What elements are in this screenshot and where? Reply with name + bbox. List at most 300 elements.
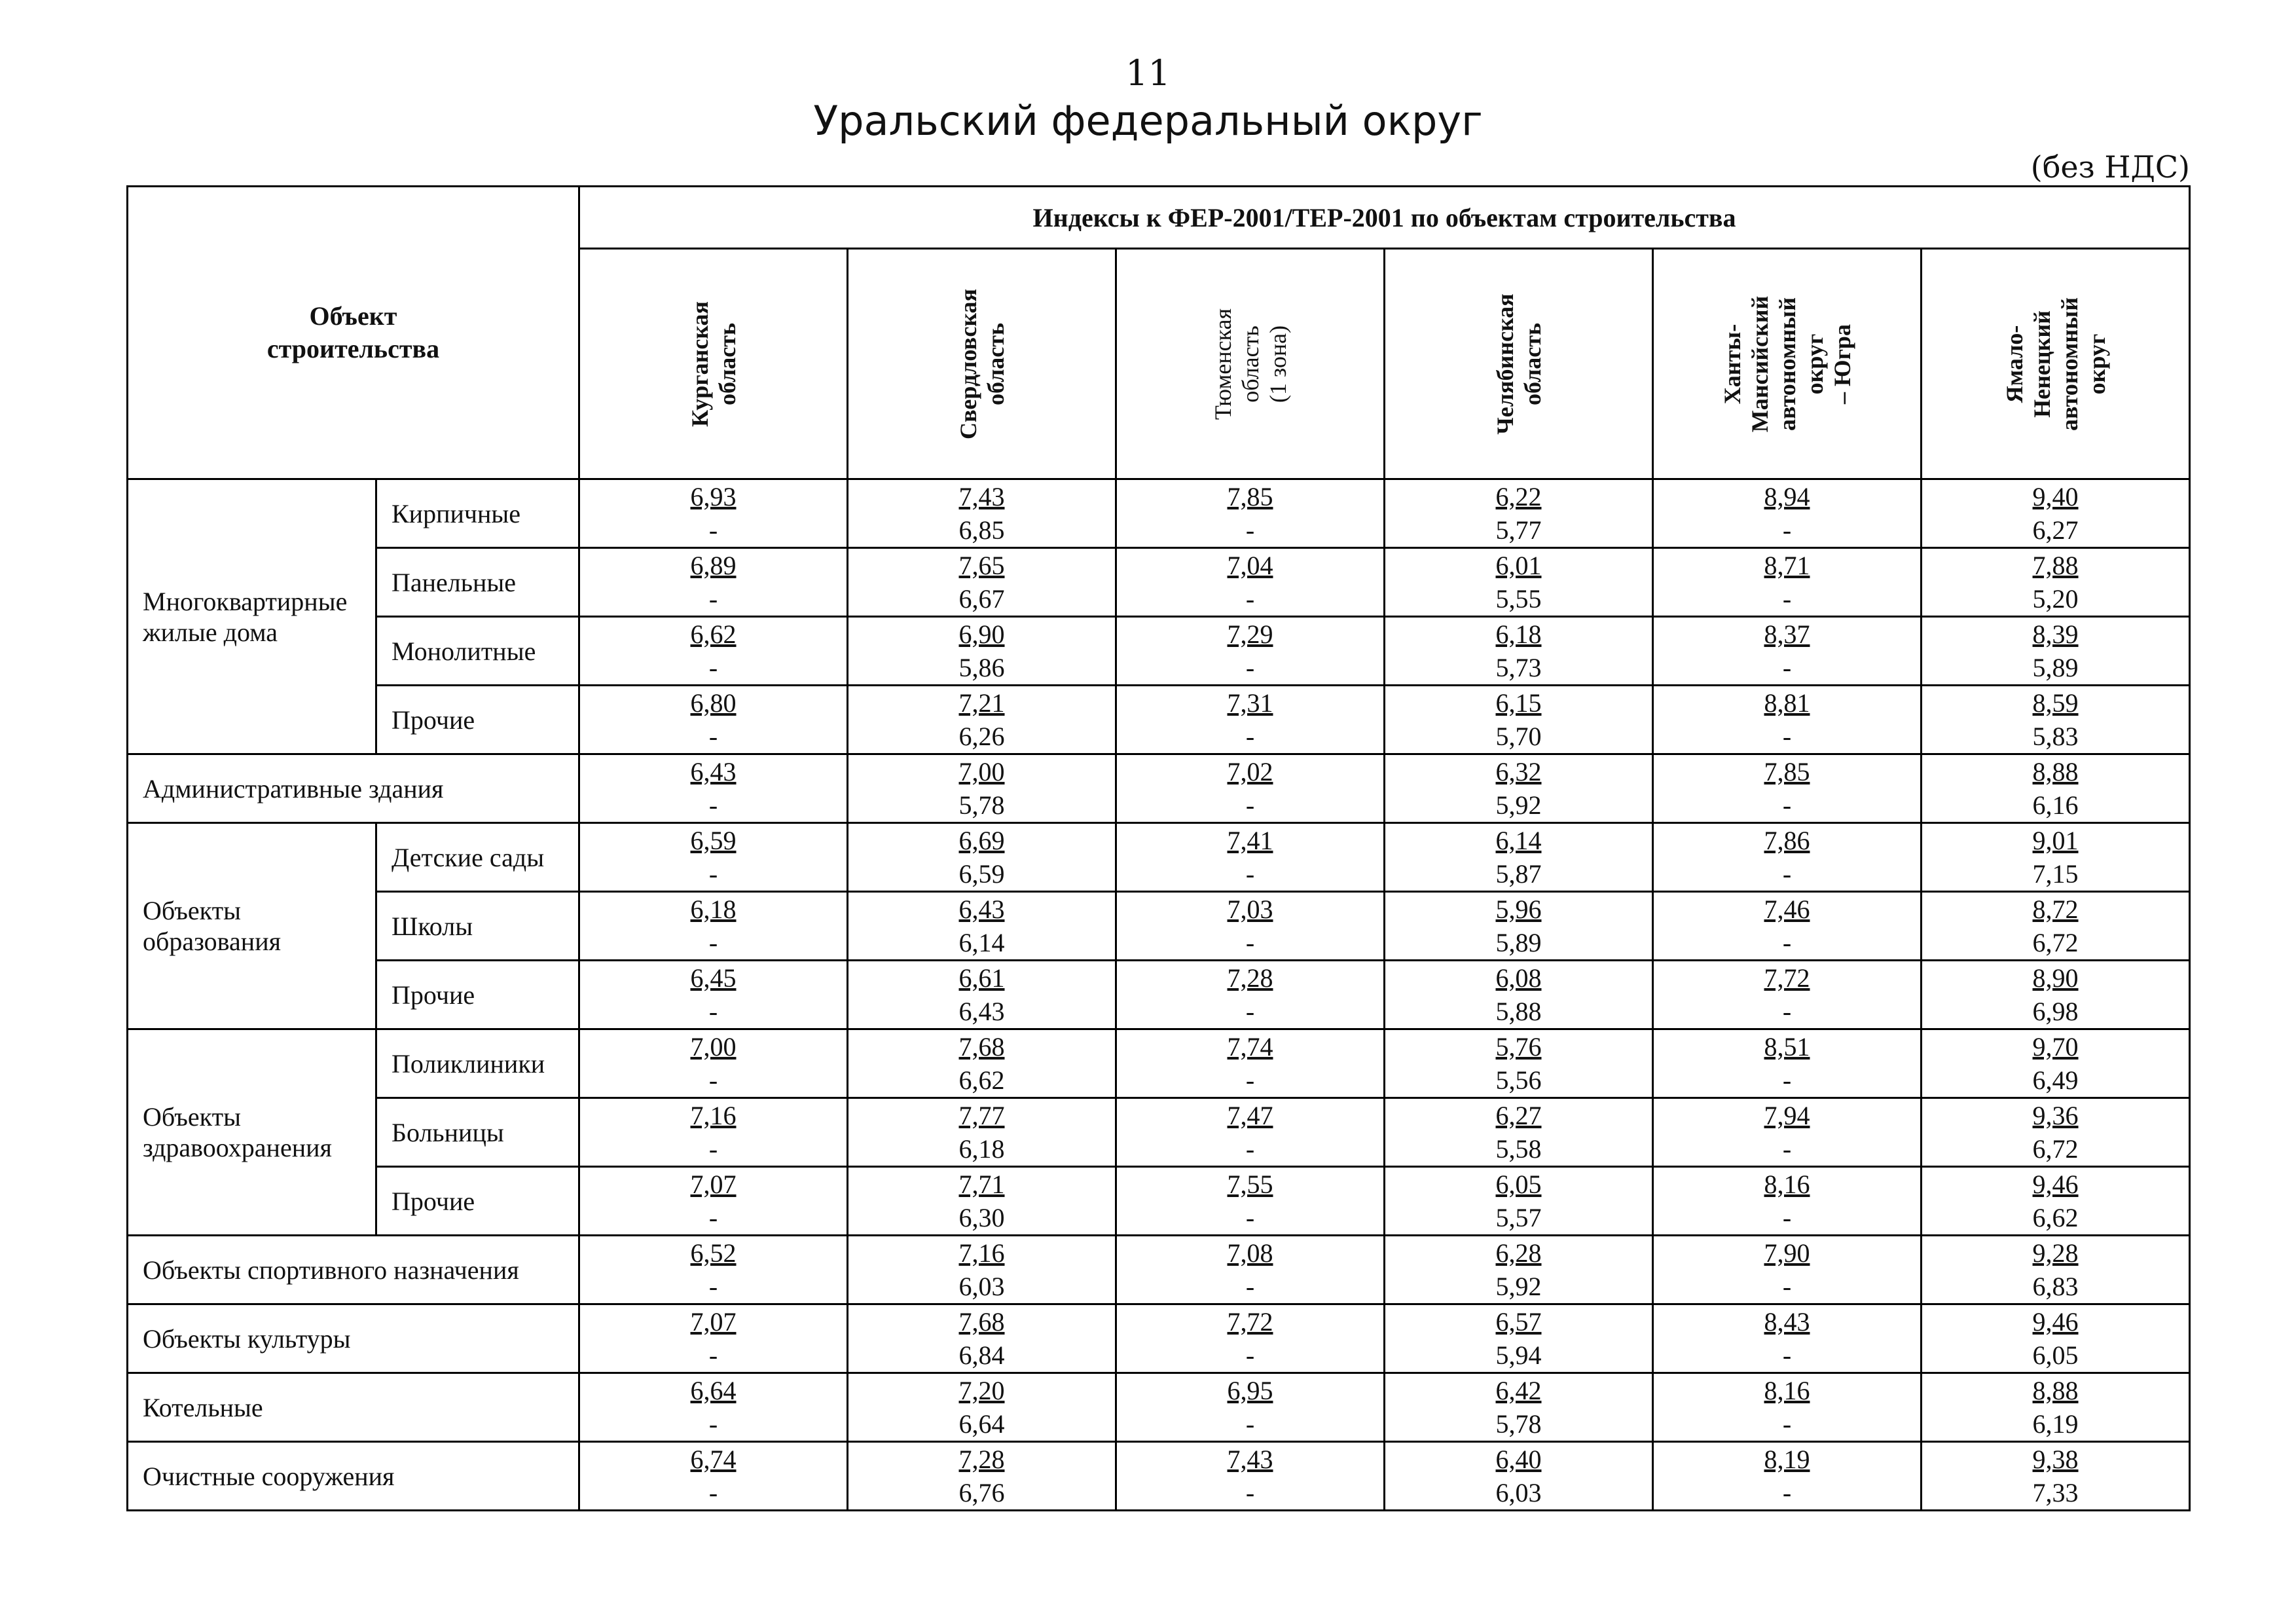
index-value: 6,18: [690, 895, 737, 924]
index-value-secondary: -: [708, 1409, 718, 1439]
index-table: [126, 185, 2191, 1511]
value-cell: [848, 686, 1116, 754]
value-cell: [1922, 686, 2190, 754]
index-value-secondary: -: [708, 928, 718, 957]
index-value-secondary: 6,05: [2032, 1340, 2079, 1370]
value-cell: [579, 961, 848, 1029]
index-value: 8,37: [1764, 619, 1810, 649]
value-cell: [579, 892, 848, 961]
index-value: 6,05: [1495, 1170, 1542, 1199]
index-value: 7,55: [1227, 1170, 1273, 1199]
index-value: 7,03: [1227, 895, 1273, 924]
value-cell: [1653, 548, 1922, 617]
index-value-secondary: -: [708, 997, 718, 1026]
region-label: Ханты-Мансийский автономный округ – Югра: [1719, 295, 1855, 432]
index-value: 6,52: [690, 1238, 737, 1268]
index-value: 8,59: [2032, 688, 2079, 718]
region-header-kurgan: [579, 249, 848, 479]
index-value: 7,16: [690, 1101, 737, 1130]
value-cell: [1116, 754, 1385, 823]
index-value-secondary: -: [708, 1203, 718, 1232]
index-value-secondary: -: [708, 859, 718, 889]
value-cell: [1922, 892, 2190, 961]
value-cell: [579, 1304, 848, 1373]
index-value: 7,65: [958, 551, 1005, 580]
index-value-secondary: 5,83: [2032, 722, 2079, 751]
value-cell: [1653, 479, 1922, 548]
index-value-secondary: -: [708, 1340, 718, 1370]
page-number: 11: [1125, 52, 1171, 94]
index-value: 7,07: [690, 1170, 737, 1199]
index-value: 7,41: [1227, 826, 1273, 855]
index-value: 8,39: [2032, 619, 2079, 649]
index-value-secondary: -: [1245, 928, 1255, 957]
index-value: 7,46: [1764, 895, 1810, 924]
index-value-secondary: 6,83: [2032, 1272, 2079, 1301]
index-value-secondary: 5,78: [958, 790, 1005, 820]
index-value-secondary: -: [1245, 859, 1255, 889]
index-value-secondary: -: [1245, 1203, 1255, 1232]
region-header-sverdlovsk: [848, 249, 1116, 479]
index-value: 6,08: [1495, 963, 1542, 993]
index-value: 6,43: [690, 757, 737, 786]
index-value-secondary: 6,16: [2032, 790, 2079, 820]
index-value-secondary: -: [1782, 1409, 1792, 1439]
value-cell: [1116, 892, 1385, 961]
index-value: 7,21: [958, 688, 1005, 718]
value-cell: [1116, 961, 1385, 1029]
index-value: 8,72: [2032, 895, 2079, 924]
index-value: 8,90: [2032, 963, 2079, 993]
index-value: 7,71: [958, 1170, 1005, 1199]
table-row: [128, 548, 2190, 617]
index-value: 7,31: [1227, 688, 1273, 718]
value-cell: [1385, 1236, 1653, 1304]
value-cell: [1385, 1442, 1653, 1511]
index-value: 5,76: [1495, 1032, 1542, 1061]
index-value-secondary: -: [1782, 859, 1792, 889]
value-cell: [1116, 1236, 1385, 1304]
value-cell: [1116, 1442, 1385, 1511]
index-value: 7,08: [1227, 1238, 1273, 1268]
index-value: 6,62: [690, 619, 737, 649]
value-cell: [579, 1442, 848, 1511]
index-value-secondary: 6,43: [958, 997, 1005, 1026]
index-value-secondary: 6,72: [2032, 1134, 2079, 1164]
index-value-secondary: -: [1245, 653, 1255, 682]
index-value: 6,14: [1495, 826, 1542, 855]
index-value-secondary: -: [1245, 1134, 1255, 1164]
value-cell: [848, 548, 1116, 617]
value-cell: [1922, 1167, 2190, 1236]
value-cell: [1653, 617, 1922, 686]
index-value: 9,40: [2032, 482, 2079, 511]
index-value-secondary: 6,76: [958, 1478, 1005, 1507]
index-value-secondary: -: [1245, 1065, 1255, 1095]
index-value-secondary: 7,15: [2032, 859, 2079, 889]
index-value: 7,72: [1227, 1307, 1273, 1337]
index-value-secondary: 6,62: [2032, 1203, 2079, 1232]
index-value-secondary: 6,14: [958, 928, 1005, 957]
table-row: [128, 1373, 2190, 1442]
index-value: 6,69: [958, 826, 1005, 855]
index-value: 6,40: [1495, 1445, 1542, 1474]
value-cell: [1116, 1098, 1385, 1167]
table-row: [128, 892, 2190, 961]
value-cell: [1922, 1098, 2190, 1167]
value-cell: [579, 1373, 848, 1442]
index-value: 7,16: [958, 1238, 1005, 1268]
index-value: 7,90: [1764, 1238, 1810, 1268]
value-cell: [1653, 1167, 1922, 1236]
index-value-secondary: -: [1245, 1478, 1255, 1507]
index-value-secondary: -: [1782, 1134, 1792, 1164]
index-value-secondary: -: [1245, 515, 1255, 545]
index-value: 8,16: [1764, 1170, 1810, 1199]
value-cell: [1922, 479, 2190, 548]
index-value-secondary: 6,64: [958, 1409, 1005, 1439]
value-cell: [1922, 1442, 2190, 1511]
value-cell: [848, 1098, 1116, 1167]
index-value: 7,68: [958, 1032, 1005, 1061]
index-value-secondary: 5,86: [958, 653, 1005, 682]
value-cell: [1385, 1373, 1653, 1442]
index-value: 6,74: [690, 1445, 737, 1474]
table-row: [128, 686, 2190, 754]
value-cell: [579, 1029, 848, 1098]
value-cell: [1922, 961, 2190, 1029]
index-value: 9,38: [2032, 1445, 2079, 1474]
index-value-secondary: -: [1782, 653, 1792, 682]
index-value-secondary: 6,27: [2032, 515, 2079, 545]
index-value: 7,85: [1764, 757, 1810, 786]
index-value-secondary: 5,55: [1495, 584, 1542, 614]
index-value-secondary: 5,56: [1495, 1065, 1542, 1095]
group-label: Объекты образования: [128, 823, 376, 1029]
value-cell: [1116, 823, 1385, 892]
value-cell: [1385, 1098, 1653, 1167]
index-value-secondary: -: [1782, 515, 1792, 545]
value-cell: [1116, 548, 1385, 617]
index-value-secondary: 5,57: [1495, 1203, 1542, 1232]
index-value-secondary: -: [1782, 584, 1792, 614]
value-cell: [579, 823, 848, 892]
index-value: 7,28: [958, 1445, 1005, 1474]
index-value-secondary: 5,58: [1495, 1134, 1542, 1164]
index-value-secondary: 5,92: [1495, 1272, 1542, 1301]
index-value-secondary: -: [1245, 790, 1255, 820]
region-label: Курганская область: [686, 301, 740, 427]
value-cell: [1922, 1236, 2190, 1304]
index-value: 9,28: [2032, 1238, 2079, 1268]
index-value-secondary: 6,19: [2032, 1409, 2079, 1439]
value-cell: [848, 479, 1116, 548]
index-value: 7,85: [1227, 482, 1273, 511]
index-value: 8,43: [1764, 1307, 1810, 1337]
table-row: [128, 1304, 2190, 1373]
index-value-secondary: 6,62: [958, 1065, 1005, 1095]
object-header: Объект строительства: [128, 187, 579, 479]
index-value: 5,96: [1495, 895, 1542, 924]
index-value-secondary: -: [708, 790, 718, 820]
index-value: 7,86: [1764, 826, 1810, 855]
index-value: 6,42: [1495, 1376, 1542, 1405]
value-cell: [1922, 823, 2190, 892]
index-value-secondary: 6,59: [958, 859, 1005, 889]
index-value-secondary: 6,03: [958, 1272, 1005, 1301]
value-cell: [848, 823, 1116, 892]
index-value: 7,04: [1227, 551, 1273, 580]
index-value: 7,74: [1227, 1032, 1273, 1061]
index-value: 6,27: [1495, 1101, 1542, 1130]
value-cell: [1385, 1167, 1653, 1236]
index-value: 6,90: [958, 619, 1005, 649]
index-value: 7,20: [958, 1376, 1005, 1405]
index-value-secondary: 5,20: [2032, 584, 2079, 614]
index-value: 6,59: [690, 826, 737, 855]
value-cell: [1116, 1167, 1385, 1236]
value-cell: [1653, 1029, 1922, 1098]
table-row: [128, 1029, 2190, 1098]
value-cell: [1385, 961, 1653, 1029]
index-value: 7,72: [1764, 963, 1810, 993]
value-cell: [1385, 548, 1653, 617]
page-title: Уральский федеральный округ: [813, 97, 1483, 145]
index-value: 6,18: [1495, 619, 1542, 649]
region-header-chelyabinsk: [1385, 249, 1653, 479]
index-value: 8,88: [2032, 757, 2079, 786]
subrow-label: Прочие: [376, 686, 579, 754]
index-value-secondary: -: [708, 1272, 718, 1301]
value-cell: [1385, 754, 1653, 823]
value-cell: [848, 1373, 1116, 1442]
subrow-label: Прочие: [376, 1167, 579, 1236]
index-value: 7,02: [1227, 757, 1273, 786]
index-value-secondary: -: [1782, 1065, 1792, 1095]
value-cell: [1653, 823, 1922, 892]
index-value: 7,43: [1227, 1445, 1273, 1474]
index-value: 6,57: [1495, 1307, 1542, 1337]
index-value: 9,70: [2032, 1032, 2079, 1061]
index-value-secondary: 5,70: [1495, 722, 1542, 751]
value-cell: [579, 617, 848, 686]
value-cell: [848, 1304, 1116, 1373]
value-cell: [1116, 479, 1385, 548]
value-cell: [848, 1236, 1116, 1304]
index-value: 6,32: [1495, 757, 1542, 786]
table-row: [128, 1236, 2190, 1304]
value-cell: [848, 892, 1116, 961]
index-value: 6,93: [690, 482, 737, 511]
index-value: 8,51: [1764, 1032, 1810, 1061]
value-cell: [1116, 686, 1385, 754]
index-value-secondary: 5,87: [1495, 859, 1542, 889]
value-cell: [848, 1167, 1116, 1236]
subrow-label: Детские сады: [376, 823, 579, 892]
index-value: 9,36: [2032, 1101, 2079, 1130]
value-cell: [1653, 961, 1922, 1029]
row-label: Котельные: [128, 1373, 579, 1442]
value-cell: [579, 1098, 848, 1167]
table-row: [128, 617, 2190, 686]
index-value-secondary: -: [708, 1478, 718, 1507]
row-label: Объекты спортивного назначения: [128, 1236, 579, 1304]
region-label: Свердловская область: [955, 288, 1009, 439]
index-value: 6,01: [1495, 551, 1542, 580]
index-value-secondary: 6,85: [958, 515, 1005, 545]
index-value-secondary: -: [1782, 928, 1792, 957]
index-value: 8,88: [2032, 1376, 2079, 1405]
index-value: 6,61: [958, 963, 1005, 993]
index-value: 7,07: [690, 1307, 737, 1337]
index-value-secondary: 5,78: [1495, 1409, 1542, 1439]
value-cell: [1653, 686, 1922, 754]
index-value-secondary: -: [1782, 790, 1792, 820]
index-value-secondary: 6,98: [2032, 997, 2079, 1026]
table-row: [128, 1442, 2190, 1511]
table-row: [128, 754, 2190, 823]
index-value-secondary: -: [1245, 1272, 1255, 1301]
value-cell: [579, 754, 848, 823]
region-label: Челябинская область: [1491, 293, 1546, 435]
index-value-secondary: 6,03: [1495, 1478, 1542, 1507]
value-cell: [579, 1236, 848, 1304]
table-row: [128, 961, 2190, 1029]
index-value: 6,22: [1495, 482, 1542, 511]
value-cell: [848, 617, 1116, 686]
value-cell: [579, 1167, 848, 1236]
value-cell: [848, 961, 1116, 1029]
index-value-secondary: 6,30: [958, 1203, 1005, 1232]
value-cell: [1116, 1373, 1385, 1442]
index-value-secondary: -: [708, 515, 718, 545]
index-value: 8,16: [1764, 1376, 1810, 1405]
index-value: 6,89: [690, 551, 737, 580]
index-value-secondary: -: [708, 584, 718, 614]
value-cell: [1922, 1029, 2190, 1098]
value-cell: [1385, 1304, 1653, 1373]
index-value-secondary: -: [708, 1134, 718, 1164]
index-value: 7,43: [958, 482, 1005, 511]
value-cell: [1653, 1098, 1922, 1167]
index-value: 6,15: [1495, 688, 1542, 718]
subrow-label: Поликлиники: [376, 1029, 579, 1098]
index-value-secondary: 6,18: [958, 1134, 1005, 1164]
index-value: 6,28: [1495, 1238, 1542, 1268]
value-cell: [1653, 892, 1922, 961]
index-value-secondary: 6,67: [958, 584, 1005, 614]
index-value-secondary: 5,88: [1495, 997, 1542, 1026]
index-value-secondary: 5,92: [1495, 790, 1542, 820]
vat-note: (без НДС): [2030, 149, 2190, 185]
index-value-secondary: 5,89: [2032, 653, 2079, 682]
index-value: 7,94: [1764, 1101, 1810, 1130]
value-cell: [1653, 754, 1922, 823]
index-value: 6,95: [1227, 1376, 1273, 1405]
value-cell: [1385, 1029, 1653, 1098]
value-cell: [1116, 1029, 1385, 1098]
index-value-secondary: 6,84: [958, 1340, 1005, 1370]
value-cell: [1385, 617, 1653, 686]
value-cell: [1116, 1304, 1385, 1373]
subrow-label: Панельные: [376, 548, 579, 617]
index-value: 9,01: [2032, 826, 2079, 855]
table-row: [128, 1167, 2190, 1236]
index-value-secondary: -: [1245, 584, 1255, 614]
region-label: Ямало-Ненецкий автономный округ: [2001, 297, 2110, 431]
index-value-secondary: -: [708, 722, 718, 751]
region-header-tyumen: [1116, 249, 1385, 479]
value-cell: [848, 1442, 1116, 1511]
row-label: Объекты культуры: [128, 1304, 579, 1373]
index-value-secondary: -: [1782, 722, 1792, 751]
index-value-secondary: -: [1245, 1409, 1255, 1439]
index-value: 7,28: [1227, 963, 1273, 993]
index-value: 6,80: [690, 688, 737, 718]
value-cell: [1653, 1236, 1922, 1304]
index-value-secondary: -: [1782, 1340, 1792, 1370]
value-cell: [1653, 1442, 1922, 1511]
index-value-secondary: -: [1782, 997, 1792, 1026]
subrow-label: Прочие: [376, 961, 579, 1029]
index-value: 7,68: [958, 1307, 1005, 1337]
value-cell: [1385, 892, 1653, 961]
value-cell: [1922, 1373, 2190, 1442]
index-value: 7,88: [2032, 551, 2079, 580]
row-label: Очистные сооружения: [128, 1442, 579, 1511]
index-value: 9,46: [2032, 1170, 2079, 1199]
value-cell: [1922, 1304, 2190, 1373]
index-value: 8,94: [1764, 482, 1810, 511]
value-cell: [1385, 686, 1653, 754]
value-cell: [1922, 617, 2190, 686]
value-cell: [579, 686, 848, 754]
index-value: 6,43: [958, 895, 1005, 924]
index-value-secondary: 7,33: [2032, 1478, 2079, 1507]
index-value: 9,46: [2032, 1307, 2079, 1337]
value-cell: [848, 754, 1116, 823]
index-value-secondary: 6,26: [958, 722, 1005, 751]
index-value-secondary: 6,49: [2032, 1065, 2079, 1095]
index-value: 8,71: [1764, 551, 1810, 580]
index-value-secondary: -: [708, 1065, 718, 1095]
subrow-label: Больницы: [376, 1098, 579, 1167]
row-label: Административные здания: [128, 754, 579, 823]
value-cell: [1116, 617, 1385, 686]
value-cell: [1385, 479, 1653, 548]
index-value-secondary: -: [708, 653, 718, 682]
group-label: Объекты здравоохранения: [128, 1029, 376, 1236]
region-label: Тюменская область (1 зона): [1209, 308, 1291, 420]
subrow-label: Монолитные: [376, 617, 579, 686]
table-row: [128, 1098, 2190, 1167]
index-value: 6,45: [690, 963, 737, 993]
value-cell: [579, 479, 848, 548]
table-row: [128, 823, 2190, 892]
index-value-secondary: -: [1245, 722, 1255, 751]
index-value: 7,00: [958, 757, 1005, 786]
index-value-secondary: -: [1245, 1340, 1255, 1370]
index-value: 6,64: [690, 1376, 737, 1405]
subrow-label: Школы: [376, 892, 579, 961]
value-cell: [1653, 1373, 1922, 1442]
index-value-secondary: 5,77: [1495, 515, 1542, 545]
index-value-secondary: -: [1245, 997, 1255, 1026]
value-cell: [1653, 1304, 1922, 1373]
index-value-secondary: 5,73: [1495, 653, 1542, 682]
value-cell: [1385, 823, 1653, 892]
index-value: 7,47: [1227, 1101, 1273, 1130]
